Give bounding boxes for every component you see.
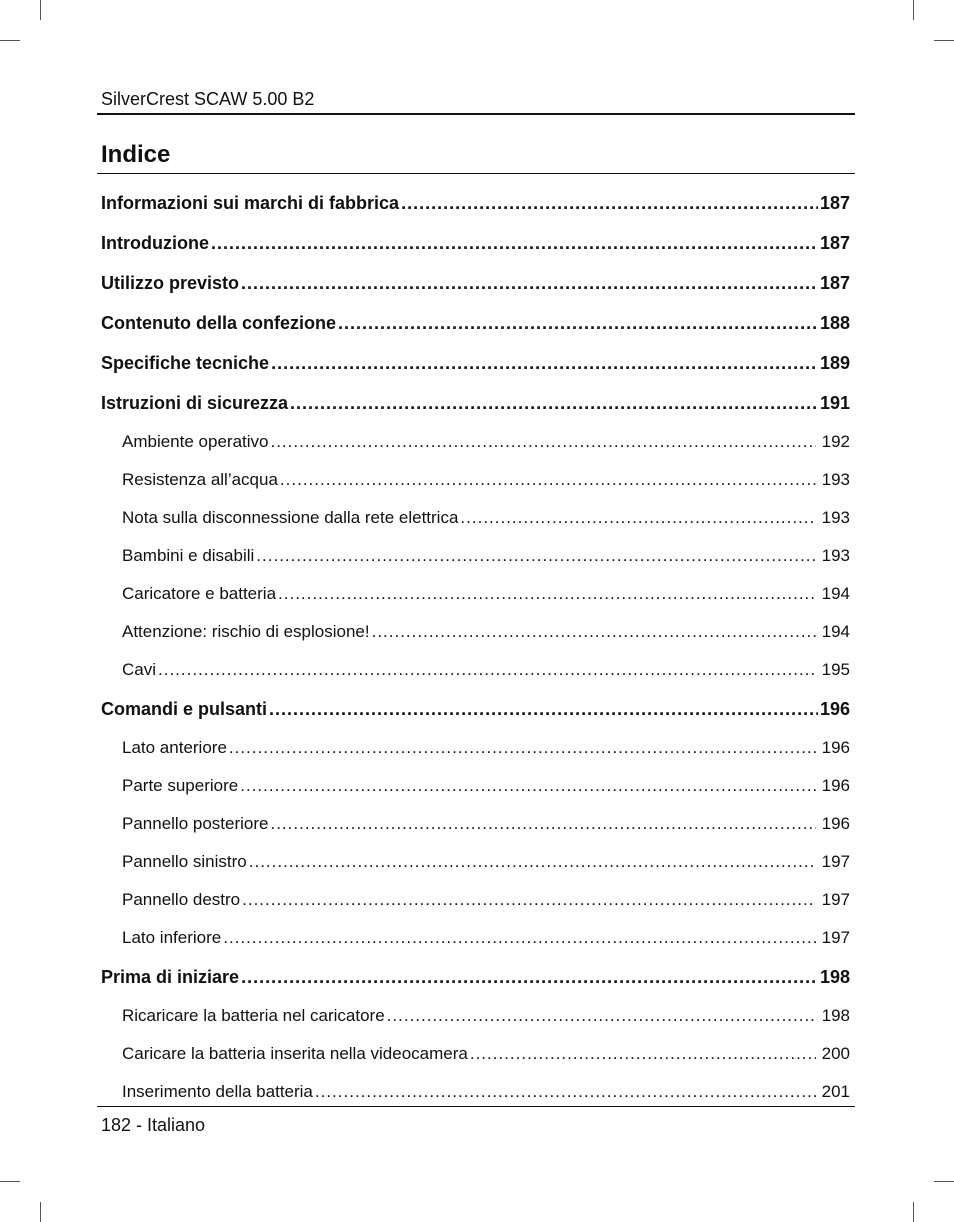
toc-entry-label: Bambini e disabili <box>122 546 255 565</box>
toc-entry-page-number: 197 <box>821 852 850 871</box>
toc-dot-leader <box>387 997 816 1035</box>
toc-entry-label: Informazioni sui marchi di fabbrica <box>101 193 400 213</box>
header-rule <box>97 113 855 115</box>
toc-entry-label: Pannello posteriore <box>122 814 269 833</box>
toc-entry-label: Cavi <box>122 660 157 679</box>
toc-entry[interactable] <box>101 1035 850 1073</box>
toc-entry-page-number: 193 <box>821 546 850 565</box>
toc-entry-page-number: 198 <box>819 967 850 987</box>
page-footer: 182 - Italiano <box>101 1115 206 1135</box>
toc-entry-page-number: 196 <box>821 738 850 757</box>
toc-entry-label: Pannello sinistro <box>122 852 247 871</box>
toc-entry[interactable] <box>101 843 850 881</box>
toc-entry-page-number: 188 <box>819 313 850 333</box>
toc-dot-leader <box>211 223 818 263</box>
toc-entry-page-number: 193 <box>821 470 850 489</box>
toc-entry[interactable] <box>101 423 850 461</box>
toc-entry-page-number: 193 <box>821 508 850 527</box>
toc-entry-page-number: 196 <box>821 776 850 795</box>
toc-entry-page-number: 194 <box>821 584 850 603</box>
crop-mark <box>40 1202 41 1222</box>
crop-mark <box>0 1181 20 1182</box>
toc-entry[interactable] <box>101 689 850 729</box>
toc-entry[interactable] <box>101 729 850 767</box>
crop-mark <box>934 40 954 41</box>
toc-entry-label: Lato inferiore <box>122 928 222 947</box>
toc-entry-label: Prima di iniziare <box>101 967 240 987</box>
toc-entry-label: Caricare la batteria inserita nella videocamera <box>122 1044 468 1063</box>
toc-dot-leader <box>241 263 818 303</box>
crop-mark <box>913 1202 914 1222</box>
toc-entry-label: Attenzione: rischio di esplosione! <box>122 622 370 641</box>
toc-dot-leader <box>338 303 818 343</box>
running-head: SilverCrest SCAW 5.00 B2 <box>101 89 315 109</box>
table-of-contents <box>101 183 850 1111</box>
page-title: Indice <box>101 141 171 168</box>
toc-entry-label: Istruzioni di sicurezza <box>101 393 289 413</box>
toc-entry-page-number: 198 <box>821 1006 850 1025</box>
toc-entry-label: Caricatore e batteria <box>122 584 277 603</box>
toc-dot-leader <box>401 183 818 223</box>
toc-dot-leader <box>256 537 815 575</box>
toc-entry-page-number: 194 <box>821 622 850 641</box>
toc-entry-page-number: 187 <box>819 233 850 253</box>
toc-entry-label: Utilizzo previsto <box>101 273 240 293</box>
toc-entry-label: Pannello destro <box>122 890 241 909</box>
toc-entry[interactable] <box>101 575 850 613</box>
footer-rule <box>97 1106 855 1107</box>
toc-entry-page-number: 189 <box>819 353 850 373</box>
toc-entry-page-number: 197 <box>821 928 850 947</box>
toc-dot-leader <box>290 383 818 423</box>
toc-entry-label: Introduzione <box>101 233 209 253</box>
toc-entry[interactable] <box>101 383 850 423</box>
toc-entry[interactable] <box>101 223 850 263</box>
toc-entry-label: Comandi e pulsanti <box>101 699 268 719</box>
toc-entry-page-number: 187 <box>819 193 850 213</box>
toc-dot-leader <box>470 1035 816 1073</box>
toc-entry-page-number: 195 <box>821 660 850 679</box>
toc-dot-leader <box>269 689 818 729</box>
toc-entry-page-number: 196 <box>819 699 850 719</box>
toc-dot-leader <box>460 499 815 537</box>
toc-dot-leader <box>158 651 816 689</box>
toc-dot-leader <box>241 957 818 997</box>
toc-dot-leader <box>278 575 816 613</box>
toc-entry-label: Contenuto della confezione <box>101 313 337 333</box>
toc-dot-leader <box>270 423 815 461</box>
toc-entry-label: Parte superiore <box>122 776 239 795</box>
toc-entry[interactable] <box>101 805 850 843</box>
crop-mark <box>913 0 914 20</box>
toc-entry-page-number: 201 <box>821 1082 850 1101</box>
toc-dot-leader <box>372 613 816 651</box>
toc-entry-page-number: 196 <box>821 814 850 833</box>
title-rule <box>97 173 855 174</box>
toc-entry-label: Lato anteriore <box>122 738 227 757</box>
toc-entry[interactable] <box>101 343 850 383</box>
toc-entry-label: Resistenza all’acqua <box>122 470 278 489</box>
toc-dot-leader <box>242 881 815 919</box>
toc-entry[interactable] <box>101 957 850 997</box>
toc-entry[interactable] <box>101 303 850 343</box>
toc-entry[interactable] <box>101 651 850 689</box>
toc-entry-label: Nota sulla disconnessione dalla rete elettrica <box>122 508 459 527</box>
toc-dot-leader <box>229 729 816 767</box>
toc-dot-leader <box>271 343 818 383</box>
toc-dot-leader <box>249 843 816 881</box>
crop-mark <box>40 0 41 20</box>
toc-entry-label: Ambiente operativo <box>122 432 269 451</box>
toc-dot-leader <box>270 805 815 843</box>
toc-entry[interactable] <box>101 263 850 303</box>
toc-entry[interactable] <box>101 499 850 537</box>
toc-entry-page-number: 197 <box>821 890 850 909</box>
toc-entry-page-number: 187 <box>819 273 850 293</box>
toc-dot-leader <box>280 461 816 499</box>
toc-entry[interactable] <box>101 767 850 805</box>
toc-dot-leader <box>223 919 815 957</box>
toc-entry[interactable] <box>101 919 850 957</box>
toc-dot-leader <box>240 767 815 805</box>
toc-entry[interactable] <box>101 881 850 919</box>
toc-entry-page-number: 200 <box>821 1044 850 1063</box>
toc-entry[interactable] <box>101 997 850 1035</box>
toc-entry-page-number: 192 <box>821 432 850 451</box>
crop-mark <box>0 40 20 41</box>
toc-entry[interactable] <box>101 537 850 575</box>
toc-entry-label: Inserimento della batteria <box>122 1082 313 1101</box>
toc-entry-label: Ricaricare la batteria nel caricatore <box>122 1006 385 1025</box>
crop-mark <box>934 1181 954 1182</box>
toc-entry-page-number: 191 <box>819 393 850 413</box>
toc-entry-label: Specifiche tecniche <box>101 353 270 373</box>
toc-entry[interactable] <box>101 183 850 223</box>
toc-entry[interactable] <box>101 461 850 499</box>
toc-entry[interactable] <box>101 613 850 651</box>
